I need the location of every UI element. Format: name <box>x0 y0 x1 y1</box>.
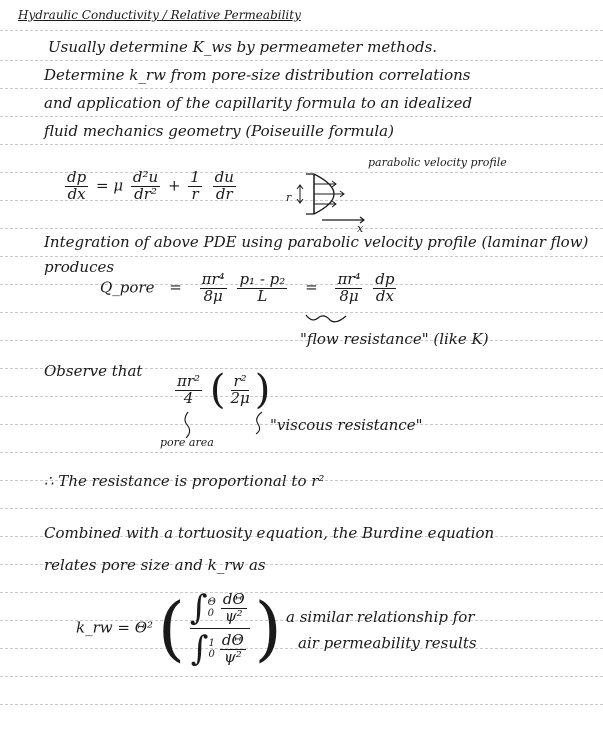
viscous-resistance-label: "viscous resistance" <box>270 416 423 434</box>
ruled-line <box>0 144 603 145</box>
ruled-line <box>0 88 603 89</box>
burdine-equation: k_rw = Θ² ( ∫ Θ 0 $\frac{d\Theta}{\text{ψ²}}$ ∫ 1 0 $\frac{d\Theta}{\text{ψ²}}$ ) <box>76 587 282 670</box>
ruled-line <box>0 116 603 117</box>
text-line-8: relates pore size and k_rw as <box>44 556 266 574</box>
navier-stokes-equation <box>62 170 239 203</box>
flow-resistance-label: "flow resistance" (like K) <box>300 330 489 348</box>
therefore-text: ∴ The resistance is proportional to r² <box>44 472 325 490</box>
text-line-5: Integration of above PDE using parabolic velocity profile (laminar flow) <box>44 233 589 251</box>
fraction-pi-r4-8mu-2: $\frac{\text{πr⁴}}{8\mu}$ <box>337 270 361 305</box>
diagram-r-label: r <box>286 191 292 204</box>
fraction-pi-r4-8mu: $\frac{\text{πr⁴}}{8\mu}$ <box>201 270 225 305</box>
similar-relationship-line-1: a similar relationship for <box>286 608 475 626</box>
similar-relationship-line-2: air permeability results <box>298 634 477 652</box>
ruled-line <box>0 30 603 31</box>
parabolic-profile-sketch <box>292 170 402 230</box>
equals-mu: = μ <box>96 176 124 195</box>
krw-lhs: k_rw = Θ² <box>76 618 154 637</box>
plus-sign: + <box>167 176 181 195</box>
ruled-line <box>0 256 603 257</box>
fraction-r2-2mu: $\frac{\text{r²}}{2\mu}$ <box>230 371 250 407</box>
ruled-line <box>0 508 603 509</box>
q-pore-label: Q_pore <box>100 278 155 297</box>
text-line-1: Usually determine K_ws by permeameter methods. <box>48 38 438 56</box>
page-title: Hydraulic Conductivity / Relative Permeability <box>18 8 301 22</box>
fraction-dp-dx-2: $\frac{dp}{dx}$ <box>375 270 395 305</box>
text-line-3: and application of the capillarity formula to an idealized <box>44 94 473 112</box>
text-line-2: Determine k_rw from pore-size distribution correlations <box>44 66 471 84</box>
integrand-upper: $\frac{d\Theta}{\text{ψ²}}$ <box>222 589 245 625</box>
ruled-line <box>0 676 603 677</box>
ruled-line <box>0 60 603 61</box>
ruled-line <box>0 452 603 453</box>
observe-text: Observe that <box>44 362 143 380</box>
pore-area-label: pore area <box>160 436 214 449</box>
text-line-6: produces <box>44 258 115 276</box>
text-line-4: fluid mechanics geometry (Poiseuille formula) <box>44 122 394 140</box>
fraction-1-r: $\frac{1}{r}$ <box>190 168 200 203</box>
viscous-resistance-expression: $\frac{\text{πr²}}{4}$ ( $\frac{\text{r²}}{2\mu}$ ) <box>177 367 271 413</box>
profile-label: parabolic velocity profile <box>368 156 507 169</box>
poiseuille-equation: Q_pore = $\frac{\text{πr⁴}}{8\mu}$ $\frac{\text{p₁ - p₂}}{L}$ = $\frac{\text{πr⁴}}{8\mu}$ $\frac{dp}{dx}$ <box>100 270 395 305</box>
fraction-du-dr: $\frac{du}{dr}$ <box>214 168 234 203</box>
underbrace <box>304 312 348 326</box>
integrand-lower: $\frac{d\Theta}{\text{ψ²}}$ <box>221 630 244 666</box>
fraction-dp-dx: $\frac{dp}{dx}$ <box>67 168 87 203</box>
fraction-pi-r2-4: $\frac{\text{πr²}}{4}$ <box>177 371 201 407</box>
ruled-line <box>0 396 603 397</box>
ruled-line <box>0 704 603 705</box>
ruled-line <box>0 312 603 313</box>
diagram-x-label: x <box>357 222 364 235</box>
fraction-d2u-dr2: $\frac{\text{d²u}}{\text{dr²}}$ <box>132 168 159 203</box>
fraction-pressure-drop: $\frac{\text{p₁ - p₂}}{L}$ <box>239 270 286 305</box>
text-line-7: Combined with a tortuosity equation, the Burdine equation <box>44 524 495 542</box>
